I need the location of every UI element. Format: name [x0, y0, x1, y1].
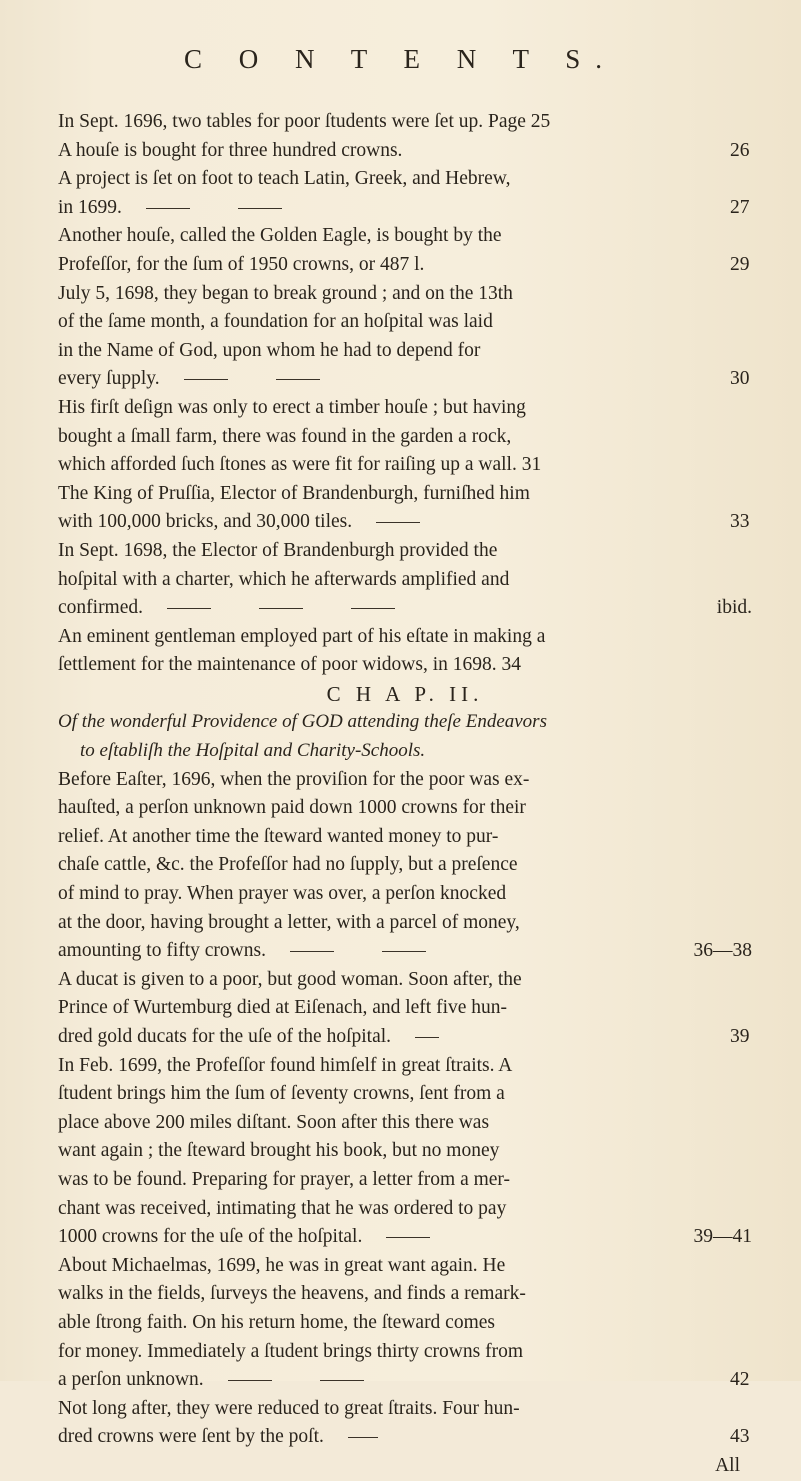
dash-leader: [351, 608, 395, 609]
contents-entry: Another houſe, called the Golden Eagle, is bought by the Profeſſor, for the ſum of 1950 crowns, or 487 l. 29: [58, 225, 750, 275]
contents-entry: In Feb. 1699, the Profeſſor found himſelf in great ſtraits. A ſtudent brings him the ſum of ſeventy crowns, ſent from a place above 200 miles diſtant. Soon after this there was want again ; the ſteward brought his book, but no money was to be found. Preparing for prayer, a letter from a mer- chant was received, intimating that he was ordered to pay 1000 crowns for the uſe of the hoſpital. 39—41: [58, 1052, 752, 1252]
contents-entry: A ducat is given to a poor, but good woman. Soon after, the Prince of Wurtemburg died at Eiſenach, and left five hun- dred gold ducats for the uſe of the hoſpital. 39: [58, 968, 750, 1047]
contents-body: [58, 108, 752, 1481]
dash-leader: [376, 522, 420, 523]
contents-entry: About Michaelmas, 1699, he was in great want again. He walks in the fields, ſurveys the heavens, and finds a remark- able ſtrong faith. On his return home, the ſteward comes for money. Immediately a ſtudent brings thirty crowns from a perſon unknown. 42: [58, 1254, 750, 1391]
contents-entry: Not long after, they were reduced to great ſtraits. Four hun- dred crowns were ſent by the poſt. 43: [58, 1397, 750, 1448]
dash-leader: [386, 1237, 430, 1238]
dash-leader: [348, 1437, 378, 1438]
page-ref: ibid.: [716, 597, 752, 619]
dash-leader: [259, 608, 303, 609]
page-ref: 39—41: [693, 1226, 752, 1248]
dash-leader: [167, 608, 211, 609]
dash-leader: [146, 208, 190, 209]
chapter-title: Of the wonderful Providence of GOD attending theſe Endeavors to eſtabliſh the Hoſpital and Charity-Schools.: [58, 711, 547, 762]
dash-leader: [382, 951, 426, 952]
contents-entry: In Sept. 1696, two tables for poor ſtudents were ſet up. Page 25: [58, 111, 551, 132]
page-ref: 36—38: [693, 940, 752, 962]
dash-leader: [276, 379, 320, 380]
contents-entry: His firſt deſign was only to erect a timber houſe ; but having bought a ſmall farm, there was found in the garden a rock, which afforded ſuch ſtones as were fit for raiſing up a wall. 31: [58, 396, 542, 476]
chapter-heading: C H A P. II.: [326, 681, 484, 706]
dash-leader: [290, 951, 334, 952]
dash-leader: [184, 379, 228, 380]
page-header: C O N T E N T S.: [183, 44, 618, 74]
contents-entry: An eminent gentleman employed part of his eſtate in making a ſettlement for the maintenance of poor widows, in 1698. 34: [58, 625, 546, 676]
dash-leader: [415, 1037, 439, 1038]
contents-entry: Before Eaſter, 1696, when the proviſion for the poor was ex- hauſted, a perſon unknown paid down 1000 crowns for their relief. At another time the ſteward wanted money to pur- chaſe cattle, &c. the Profeſſor had no ſupply, but a preſence of mind to pray. When prayer was over, a perſon knocked at the door, having brought a letter, with a parcel of money, amounting to fifty crowns. 36—38: [58, 766, 752, 966]
contents-entry: A project is ſet on foot to teach Latin, Greek, and Hebrew, in 1699. 27: [58, 168, 750, 218]
contents-entry: July 5, 1698, they began to break ground ; and on the 13th of the ſame month, a foundation for an hoſpital was laid in the Name of God, upon whom he had to depend for every ſupply. 30: [58, 282, 750, 390]
contents-entry: The King of Pruſſia, Elector of Brandenburgh, furniſhed him with 100,000 bricks, and 30,000 tiles. 33: [58, 482, 750, 533]
dash-leader: [238, 208, 282, 209]
contents-entry: A houſe is bought for three hundred crowns. 26: [58, 139, 750, 161]
catchword: All: [715, 1454, 740, 1476]
contents-entry: In Sept. 1698, the Elector of Brandenburgh provided the hoſpital with a charter, which he afterwards amplified and confirmed. ibid.: [58, 537, 752, 623]
